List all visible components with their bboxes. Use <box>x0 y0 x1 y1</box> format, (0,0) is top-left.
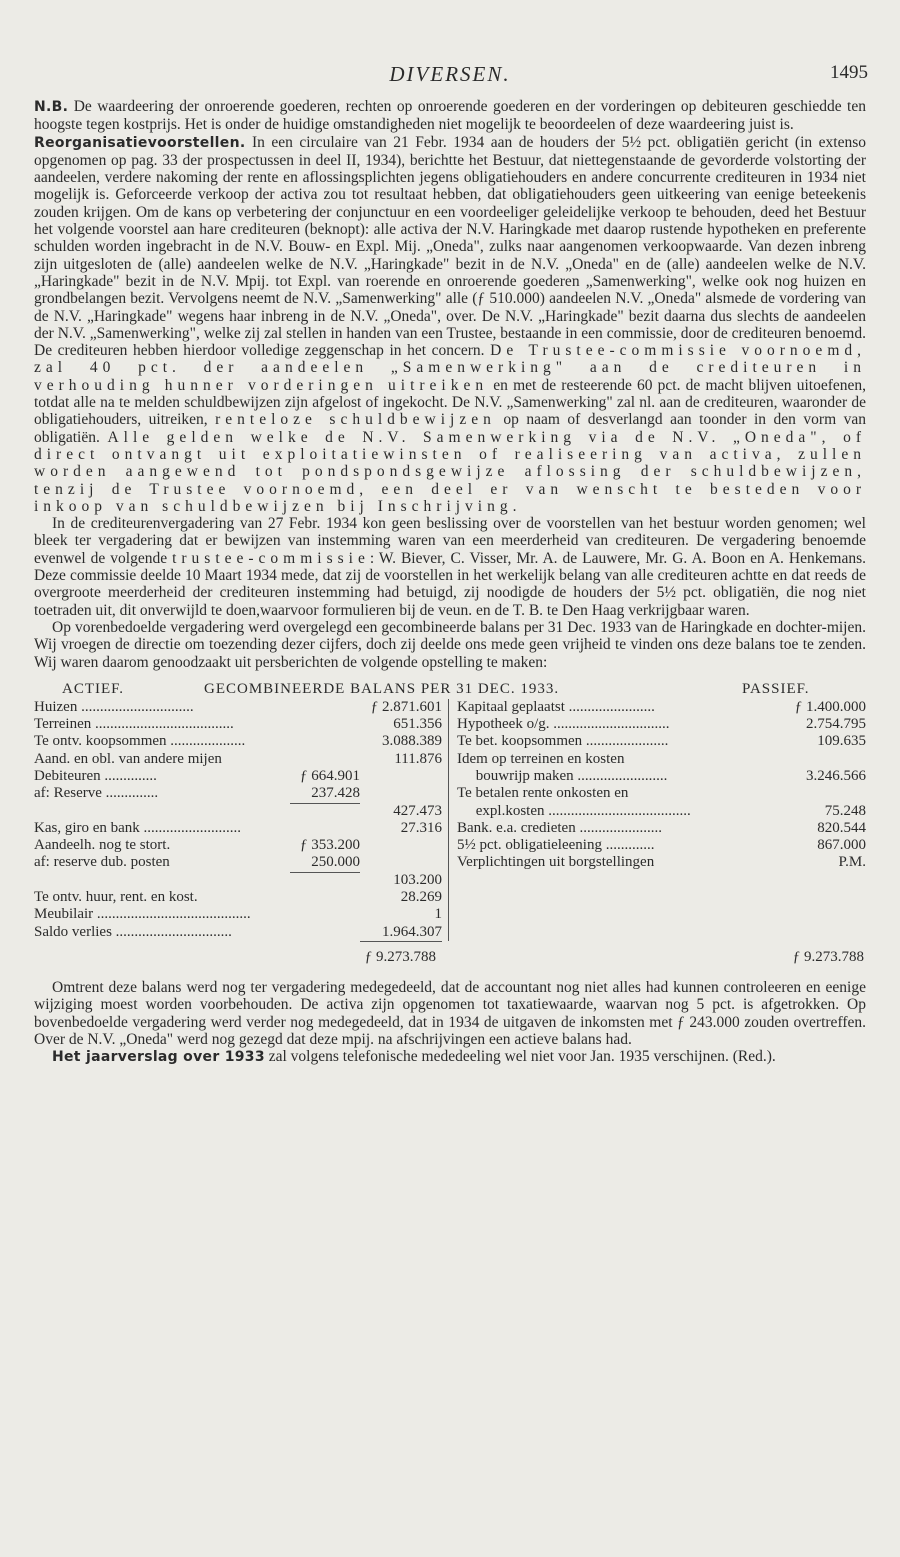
activa-column <box>34 699 449 941</box>
meeting-text-b: : W. Biever, C. Visser, Mr. A. de Lauwere, Mr. G. A. Boon en A. Henkemans. Deze commissie deelde 10 Maart 1934 mede, dat zij de voorstellen in het werkelijk belang van alle crediteuren achtte en dat reeds de overgroote meerderheid der crediteuren instemming had betuigd, zij noodigde de houders der 5½ pct. obligatiën, die nog niet toetraden uit, dit onverwijld te doen,waarvoor formulieren bij de veun. en de T. B. te Den Haag verkrijgbaar waren. <box>34 549 866 619</box>
activa-row-label: Saldo verlies ............................... <box>34 923 232 940</box>
meeting-spaced: trustee-commissie <box>172 549 370 567</box>
activa-row <box>34 837 442 854</box>
activa-row-amount: ƒ 2.871.601 <box>370 698 442 715</box>
reorganisation-paragraph <box>34 134 866 516</box>
activa-row-label: Debiteuren .............. <box>34 767 157 784</box>
activa-row <box>34 768 442 785</box>
activa-row-amount: 651.356 <box>393 716 442 733</box>
reorganisation-text-a: In een circulaire van 21 Febr. 1934 aan de houders der 5½ pct. obligatiën gericht (in extenso opgenomen op pag. 33 der prospectussen in deel II, 1934), berichtte het Bestuur, dat niettegenstaande de gevorderde volstorting der aandeelen, verdere nakoming der rente en aflossingsplichten jegens obligatiehouders en andere concurrente crediteuren in 1934 niet mogelijk is. Geforceerde verkoop der activa zou tot resultaat hebben, dat obligatiehouders geen uitkeering van eenige beteekenis zouden krijgen. Om de kans op verbetering der conjunctuur en een voordeeliger geleidelijke verkoop te behouden, deed het Bestuur het volgende voorstel aan hare crediteuren (beknopt): alle activa der N.V. Haringkade met daarop rustende hypotheken en preferente schulden worden ingebracht in de N.V. Bouw- en Expl. Mij. „Oneda", zulks naar aangenomen verkoopwaarde. Van dezen inbreng zijn uitgesloten de (alle) aandeelen welke de N.V. „Haringkade" bezit in de N.V. „Oneda" en de (alle) aandeelen welke de N.V. „Haringkade" bezit in de N.V. Mpij. tot Expl. van roerende en onroerende goederen „Samenwerking", welke ook nog huizen en grondbelangen bezit. Vervolgens neemt de N.V. „Samenwerking" alle (ƒ 510.000) aandeelen N.V. „Oneda" alsmede de vordering van de N.V. „Haringkade" wegens haar inbreng in de N.V. „Oneda", over. De N.V. „Haringkade" bezit daarna dus slechts de aandeelen der N.V. „Samenwerking", welke zij zal stellen in handen van een Trustee, bestaande in een commissie, door de crediteuren benoemd. De crediteuren hebben hierdoor volledige zeggenschap in het concern. <box>34 133 866 360</box>
article-body <box>34 98 866 1066</box>
running-title: DIVERSEN. <box>389 62 511 86</box>
passiva-row-amount: P.M. <box>838 854 866 871</box>
activa-row-subamount: ƒ 664.901 <box>300 767 360 784</box>
activa-row-subamount: 250.000 <box>290 854 360 872</box>
annual-report-paragraph <box>34 1048 866 1066</box>
annual-report-text: zal volgens telefonische mededeeling wel niet voor Jan. 1935 verschijnen. (Red.). <box>264 1048 776 1066</box>
passiva-row <box>457 837 866 854</box>
reorganisation-spaced-3: Alle gelden welke de N.V. Samenwerking via de N.V. „Oneda", of direct ontvangt uit exploitatiewinsten of realiseering van activa, zullen worden aangewend tot pondspondsgewijze aflossing der schuldbewijzen, tenzij de Trustee voornoemd, een deel er van wenscht te besteden voor inkoop van schuldbewijzen bij Inschrijving <box>34 428 866 515</box>
passiva-label: PASSIEF. <box>742 680 810 697</box>
page-header <box>0 62 900 88</box>
activa-row-amount: 111.876 <box>394 750 442 767</box>
passiva-column <box>449 699 866 941</box>
activa-label: ACTIEF. <box>62 680 125 697</box>
activa-row <box>34 872 442 889</box>
passiva-row-amount: ƒ 1.400.000 <box>794 698 866 715</box>
balance-title: GECOMBINEERDE BALANS PER 31 DEC. 1933. <box>204 680 560 697</box>
nb-lead: N.B. <box>34 99 69 115</box>
passiva-row-label: 5½ pct. obligatieleening ............. <box>457 837 655 854</box>
activa-row <box>34 924 442 941</box>
activa-row-label: Huizen .............................. <box>34 698 194 715</box>
passiva-row-amount: 867.000 <box>817 837 866 854</box>
passiva-row-label: Verplichtingen uit borgstellingen <box>457 854 655 871</box>
activa-row <box>34 751 442 768</box>
reorganisation-spaced-2: renteloze schuldbewijzen <box>215 411 496 429</box>
reorganisation-text-b: en met de resteerende 60 pct. de macht blijven uitoefenen, totdat alle na te melden schuldbewijzen zijn afgelost of ingekocht. De N.V. „Samenwerking" zal nl. aan de crediteuren, waaronder de obligatiehouders, uitreiken, <box>34 376 866 429</box>
activa-row-label: Aand. en obl. van andere mijen <box>34 750 222 767</box>
activa-row <box>34 785 442 802</box>
passiva-row-label: Idem op terreinen en kosten <box>457 750 625 767</box>
balance-columns <box>34 699 866 941</box>
activa-row-amount: 3.088.389 <box>382 733 442 750</box>
meeting-paragraph <box>34 515 866 619</box>
activa-row-subamount: 237.428 <box>290 785 360 803</box>
activa-row <box>34 820 442 837</box>
balance-header <box>34 681 866 699</box>
activa-row <box>34 889 442 906</box>
page-number: 1495 <box>830 62 868 83</box>
activa-row-label: af: Reserve .............. <box>34 785 159 802</box>
passiva-row-amount: 820.544 <box>817 819 866 836</box>
passiva-row-label: Hypotheek o/g. ............................... <box>457 716 670 733</box>
reorganisation-lead: Reorganisatievoorstellen. <box>34 134 246 151</box>
nb-paragraph <box>34 98 866 134</box>
activa-row-label: Te ontv. koopsommen .................... <box>34 733 246 750</box>
reorganisation-text-d: . <box>512 497 517 515</box>
activa-row-label: Meubilair ......................................... <box>34 906 251 923</box>
passiva-row <box>457 820 866 837</box>
activa-row-amount: 103.200 <box>393 871 442 888</box>
passiva-row-amount: 2.754.795 <box>806 716 866 733</box>
activa-row-amount: 27.316 <box>400 819 442 836</box>
activa-row-label: Terreinen ..................................... <box>34 716 234 733</box>
passiva-row-label: Bank. e.a. credieten ...................... <box>457 819 662 836</box>
nb-text: De waardeering der onroerende goederen, rechten op onroerende goederen en der vorderingen op debiteuren geschiedde ten hoogste tegen kostprijs. Het is onder de huidige omstandigheden niet mogelijk te beoordeelen of deze waardeering juist is. <box>34 98 866 134</box>
passiva-row <box>457 768 866 785</box>
passiva-row-label: bouwrijp maken ........................ <box>457 767 668 784</box>
activa-row <box>34 699 442 716</box>
annual-report-lead: Het jaarverslag over 1933 <box>52 1049 265 1066</box>
activa-row-label: Kas, giro en bank .......................... <box>34 819 242 836</box>
activa-row-label: af: reserve dub. posten <box>34 854 170 871</box>
passiva-row-amount: 3.246.566 <box>806 767 866 784</box>
passiva-row <box>457 785 866 802</box>
activa-row-amount: 1 <box>434 906 442 923</box>
balance-sheet <box>34 681 866 969</box>
activa-row <box>34 854 442 871</box>
passiva-total: ƒ 9.273.788 <box>792 948 864 965</box>
activa-row <box>34 716 442 733</box>
activa-row-subamount: ƒ 353.200 <box>300 837 360 854</box>
activa-total-cell <box>34 949 436 969</box>
closing-paragraph: Omtrent deze balans werd nog ter vergadering medegedeeld, dat de accountant nog niet alles had kunnen controleeren en eenige wijziging moest worden voorbehouden. De activa zijn opgenomen tot taxatiewaarde, waarvan nog 5 pct. is afgetrokken. Op bovenbedoelde vergadering werd verder nog medegedeeld, dat in 1934 de uitgaven de inkomsten met ƒ 243.000 zouden overtreffen. Over de N.V. „Oneda" werd nog gezegd dat deze mpij. na afschrijvingen een actieve balans had. <box>34 978 866 1048</box>
activa-row-label: Te ontv. huur, rent. en kost. <box>34 889 198 906</box>
passiva-row <box>457 733 866 750</box>
activa-total: ƒ 9.273.788 <box>364 948 436 965</box>
reorganisation-spaced-1: De Trustee-commissie voornoemd, zal 40 pct. der aandeelen „Samenwerking" aan de crediteuren in verhouding hunner vorderingen uitreiken <box>34 342 866 394</box>
activa-row-amount: 1.964.307 <box>360 924 442 942</box>
activa-row <box>34 803 442 820</box>
passiva-row <box>457 716 866 733</box>
passiva-row-label: Kapitaal geplaatst ....................... <box>457 698 655 715</box>
passiva-row <box>457 699 866 716</box>
passiva-row-amount: 75.248 <box>824 802 866 819</box>
passiva-row-label: Te betalen rente onkosten en <box>457 785 629 802</box>
activa-row-amount: 28.269 <box>400 889 442 906</box>
activa-row <box>34 906 442 923</box>
combined-paragraph: Op vorenbedoelde vergadering werd overgelegd een gecombineerde balans per 31 Dec. 1933 van de Haringkade en dochter-mijen. Wij vroegen de directie om toezending dezer cijfers, doch zij deelde ons mede geen vrijheid te vinden ons deze balans toe te zenden. Wij waren daarom genoodzaakt uit persberichten de volgende opstelling te maken: <box>34 618 866 671</box>
reorganisation-text-c: op naam of desverlangd aan toonder in den vorm van obligatiën. <box>34 411 866 446</box>
passiva-row <box>457 854 866 871</box>
passiva-row <box>457 751 866 768</box>
passiva-row <box>457 803 866 820</box>
meeting-text-a: In de crediteurenvergadering van 27 Febr. 1934 kon geen beslissing over de voorstellen van het bestuur worden genomen; wel bleek ter vergadering dat er bewijzen van instemming waren van een meerderheid van crediteuren. De vergadering benoemde evenwel de volgende <box>34 515 866 567</box>
activa-row-label: Aandeelh. nog te stort. <box>34 837 171 854</box>
activa-row-amount: 427.473 <box>393 802 442 819</box>
passiva-row-label: expl.kosten ...................................... <box>457 802 691 819</box>
passiva-total-cell <box>436 949 864 969</box>
passiva-row-amount: 109.635 <box>817 733 866 750</box>
activa-row <box>34 733 442 750</box>
passiva-row-label: Te bet. koopsommen ...................... <box>457 733 669 750</box>
balance-totals <box>34 949 866 969</box>
